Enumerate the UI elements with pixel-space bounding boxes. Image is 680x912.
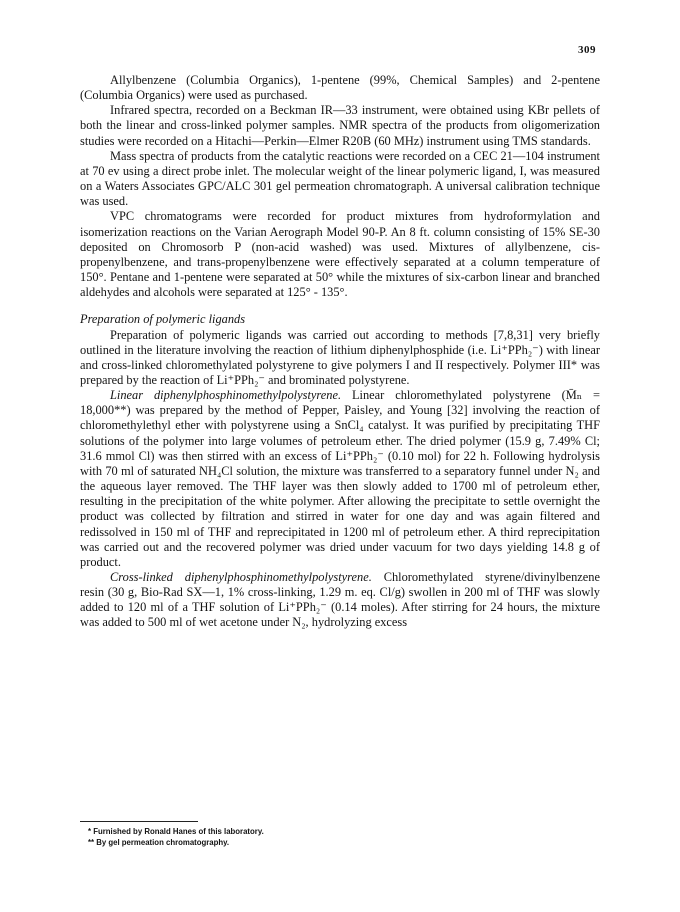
body-text [80,73,600,631]
paragraph-linear-text: Linear chloromethylated polystyrene (M̄ₙ = 18,000**) was prepared by the method of Pepper, Paisley, and Young [32] involving the reaction of chloromethylethyl ether with polystyrene using a SnCl₄ catalyst. It was purified by precipitating THF solutions of the polymer into large volumes of petroleum ether. The dried polymer (15.9 g, 7.49% Cl; 31.6 mmol Cl) was then stirred with an excess of Li⁺PPh₂⁻ (0.10 mol) for 22 h. Following hydrolysis with 70 ml of saturated NH₄Cl solution, the mixture was transferred to a separatory funnel under N₂ and the aqueous layer removed. The THF layer was then slowly added to 1700 ml of petroleum ether, resulting in the precipitation of the white polymer. After allowing the precipitate to settle overnight the product was collected by filtration and stirred in water for one day and was again filtered and redissolved in 150 ml of THF and reprecipitated in 1200 ml of petroleum ether. A third reprecipitation was carried out and the recovered polymer was dried under vacuum for two days yielding 14.8 g of product. [80,388,600,569]
paragraph-mass-spectra: Mass spectra of products from the catalytic reactions were recorded on a CEC 21—104 instrument at 70 ev using a direct probe inlet. The molecular weight of the linear polymeric ligand, I, was measured on a Waters Associates GPC/ALC 301 gel permeation chromatograph. A universal calibration technique was used. [80,148,600,209]
run-in-heading-linear: Linear diphenylphosphinomethylpolystyrene. [110,388,342,403]
paragraph-infrared-nmr: Infrared spectra, recorded on a Beckman IR—33 instrument, were obtained using KBr pellets of both the linear and cross-linked polymer samples. NMR spectra of the products from oligomerization studies were recorded on a Hitachi—Perkin—Elmer R20B (60 MHz) instrument using TMS standards. [80,103,600,148]
paragraph-cross-linked-text: Chloromethylated styrene/divinylbenzene resin (30 g, Bio-Rad SX—1, 1% cross-linking, 1.29 m. eq. Cl/g) swollen in 200 ml of THF was slowly added to 120 ml of a THF solution of Li⁺PPh₂⁻ (0.14 moles). After stirring for 24 hours, the mixture was added to 500 ml of wet acetone under N₂, hydrolyzing excess [80,570,600,630]
section-heading: Preparation of polymeric ligands [80,312,246,327]
footnotes [88,826,264,848]
paragraph-preparation: Preparation of polymeric ligands was carried out according to methods [7,8,31] very briefly outlined in the literature involving the reaction of lithium diphenylphosphide (i.e. Li⁺PPh₂⁻) with linear and cross-linked chloromethylated polystyrene to give polymers I and II respectively. Polymer III* was prepared by the reaction of Li⁺PPh₂⁻ and brominated polystyrene. [80,327,600,387]
paragraph-vpc: VPC chromatograms were recorded for product mixtures from hydroformylation and isomerization reactions on the Varian Aerograph Model 90-P. An 8 ft. column consisting of 15% SE-30 deposited on Chromosorb P (non-acid washed) was used. Mixtures of allylbenzene, cis-propenylbenzene, and trans-propenylbenzene were effectively separated at a column temperature of 150°. Pentane and 1-pentene were separated at 50° while the mixtures of six-carbon linear and branched aldehydes and alcohols were separated at 125° - 135°. [80,209,600,300]
footnote-2: ** By gel permeation chromatography. [88,838,230,847]
paragraph-cross-linked-polymer [80,570,600,631]
page-number: 309 [578,44,596,56]
footnote-1: * Furnished by Ronald Hanes of this laboratory. [88,827,264,836]
run-in-heading-cross-linked: Cross-linked diphenylphosphinomethylpolystyrene. [110,570,372,584]
paragraph-linear-polymer [80,388,600,570]
footnote-rule [80,821,198,822]
paragraph-materials: Allylbenzene (Columbia Organics), 1-pentene (99%, Chemical Samples) and 2-pentene (Columbia Organics) were used as purchased. [80,73,600,103]
